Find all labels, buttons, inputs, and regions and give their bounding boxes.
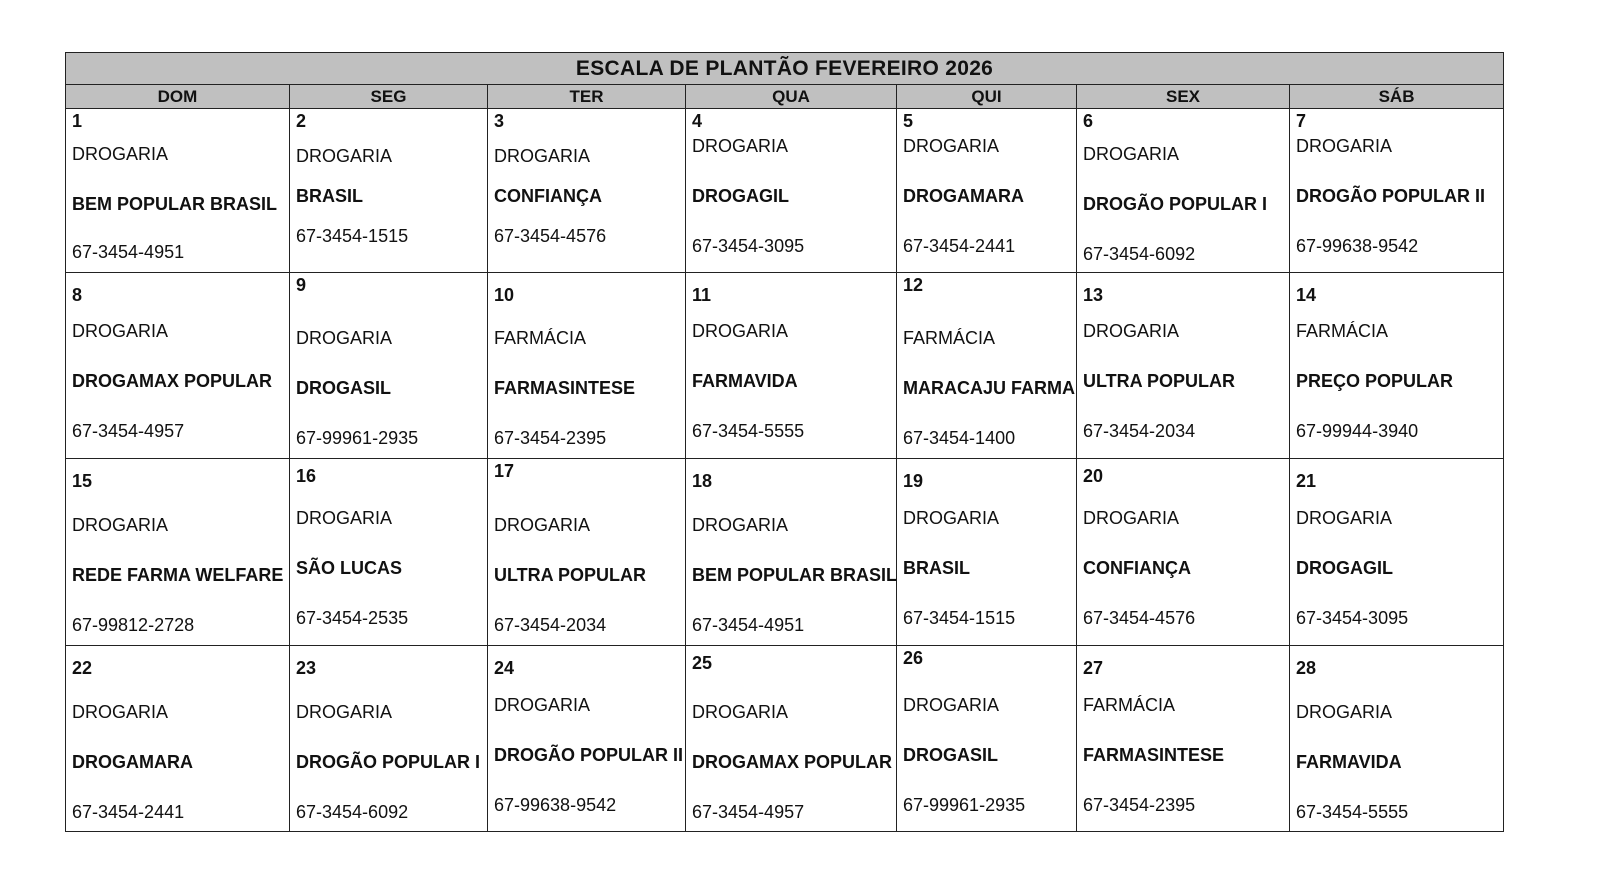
day-number: 3 [494,111,505,131]
pharmacy-name: SÃO LUCAS [296,558,403,578]
pharmacy-phone: 67-3454-4576 [494,226,607,246]
day-cell-content [692,459,898,645]
pharmacy-phone: 67-99638-9542 [494,795,617,815]
weekday-header: TER [488,85,686,109]
day-number: 12 [903,275,924,295]
pharmacy-name: MARACAJU FARMA [903,378,1075,398]
pharmacy-name: PREÇO POPULAR [1296,371,1454,391]
day-cell-content [1296,459,1499,645]
pharmacy-type: DROGARIA [903,508,1000,528]
day-cell-content [903,109,1072,272]
calendar-day-cell [686,459,897,646]
calendar-day-cell [290,459,488,646]
pharmacy-name: REDE FARMA WELFARE [72,565,284,585]
pharmacy-phone: 67-99638-9542 [1296,236,1419,256]
day-number: 15 [72,471,93,491]
pharmacy-type: DROGARIA [692,702,789,722]
weekday-header: SEG [290,85,488,109]
day-number: 21 [1296,471,1317,491]
weekday-header: QUI [897,85,1077,109]
day-number: 18 [692,471,713,491]
pharmacy-type: FARMÁCIA [1296,321,1389,341]
pharmacy-phone: 67-3454-4951 [692,615,805,635]
calendar-day-cell [488,459,686,646]
weekday-header: SEX [1077,85,1290,109]
day-cell-content [1083,459,1285,645]
calendar-day-cell [897,459,1077,646]
day-cell-content [903,459,1072,645]
pharmacy-type: DROGARIA [72,144,169,164]
pharmacy-name: DROGAMARA [903,186,1024,206]
pharmacy-phone: 67-3454-3095 [692,236,805,256]
day-number: 27 [1083,658,1104,678]
day-cell-content [1296,109,1499,272]
day-cell-content [72,459,285,645]
day-cell-content [1083,273,1285,458]
pharmacy-phone: 67-3454-1515 [296,226,409,246]
calendar-day-cell [1077,646,1290,832]
pharmacy-name: BEM POPULAR BRASIL [692,565,898,585]
day-cell-content [692,273,892,458]
pharmacy-phone: 67-3454-3095 [1296,608,1409,628]
pharmacy-phone: 67-99812-2728 [72,615,195,635]
pharmacy-phone: 67-3454-6092 [1083,244,1196,264]
day-cell-content [494,273,681,458]
pharmacy-type: DROGARIA [1296,702,1393,722]
pharmacy-phone: 67-3454-4957 [72,421,185,441]
pharmacy-phone: 67-3454-2034 [494,615,607,635]
pharmacy-name: DROGAMAX POPULAR [692,752,893,772]
title-row [66,53,1504,85]
pharmacy-type: DROGARIA [903,695,1000,715]
pharmacy-phone: 67-3454-4951 [72,242,185,262]
calendar-day-cell [686,109,897,273]
pharmacy-name: DROGASIL [903,745,999,765]
calendar-day-cell [290,646,488,832]
pharmacy-type: DROGARIA [72,321,169,341]
calendar-day-cell [686,646,897,832]
pharmacy-type: FARMÁCIA [494,328,587,348]
pharmacy-phone: 67-3454-1515 [903,608,1016,628]
pharmacy-type: DROGARIA [296,146,393,166]
pharmacy-type: DROGARIA [692,321,789,341]
day-number: 25 [692,653,713,673]
pharmacy-phone: 67-99944-3940 [1296,421,1419,441]
pharmacy-phone: 67-3454-2034 [1083,421,1196,441]
pharmacy-phone: 67-3454-5555 [692,421,805,441]
day-cell-content [692,109,892,272]
week-row [66,109,1504,273]
day-cell-content [296,273,483,458]
calendar-day-cell [66,646,290,832]
day-number: 1 [72,111,83,131]
day-number: 20 [1083,466,1104,486]
pharmacy-type: DROGARIA [692,136,789,156]
calendar-day-cell [1077,459,1290,646]
pharmacy-type: DROGARIA [692,515,789,535]
calendar-day-cell [488,109,686,273]
calendar-day-cell [1077,109,1290,273]
duty-schedule-sheet [65,52,1503,832]
pharmacy-phone: 67-3454-5555 [1296,802,1409,822]
pharmacy-name: CONFIANÇA [1083,558,1191,578]
day-cell-content [72,646,285,831]
pharmacy-name: DROGAGIL [692,186,789,206]
day-cell-content [1296,273,1499,458]
pharmacy-name: CONFIANÇA [494,186,602,206]
week-row [66,646,1504,832]
day-cell-content [903,273,1075,458]
weekday-header-row [66,85,1504,109]
day-cell-content [296,109,483,272]
calendar-day-cell [686,273,897,459]
day-number: 23 [296,658,317,678]
calendar-day-cell [290,273,488,459]
day-number: 22 [72,658,93,678]
calendar-day-cell [1290,459,1504,646]
pharmacy-type: FARMÁCIA [1083,695,1176,715]
pharmacy-type: DROGARIA [1296,136,1393,156]
pharmacy-type: DROGARIA [494,515,591,535]
pharmacy-name: BEM POPULAR BRASIL [72,194,278,214]
pharmacy-name: DROGÃO POPULAR I [1083,194,1268,214]
day-cell-content [296,459,483,645]
pharmacy-phone: 67-99961-2935 [296,428,419,448]
pharmacy-type: DROGARIA [296,508,393,528]
pharmacy-name: DROGAMAX POPULAR [72,371,273,391]
calendar-day-cell [66,459,290,646]
pharmacy-name: BRASIL [296,186,363,206]
calendar-day-cell [290,109,488,273]
pharmacy-name: FARMAVIDA [1296,752,1402,772]
weekday-header: DOM [66,85,290,109]
calendar-day-cell [897,273,1077,459]
schedule-title: ESCALA DE PLANTÃO FEVEREIRO 2026 [66,53,1504,85]
pharmacy-name: ULTRA POPULAR [1083,371,1235,391]
calendar-day-cell [66,273,290,459]
day-number: 13 [1083,285,1104,305]
day-number: 26 [903,648,924,668]
pharmacy-type: DROGARIA [296,328,393,348]
pharmacy-phone: 67-3454-4576 [1083,608,1196,628]
day-cell-content [1083,109,1285,272]
day-cell-content [72,109,285,272]
day-cell-content [494,646,684,831]
day-cell-content [494,109,681,272]
calendar-day-cell [1290,273,1504,459]
day-number: 24 [494,658,515,678]
day-number: 6 [1083,111,1094,131]
pharmacy-phone: 67-3454-1400 [903,428,1016,448]
pharmacy-phone: 67-99961-2935 [903,795,1026,815]
week-row [66,459,1504,646]
calendar-day-cell [66,109,290,273]
day-number: 28 [1296,658,1317,678]
day-cell-content [1296,646,1499,831]
pharmacy-name: DROGÃO POPULAR I [296,752,481,772]
day-number: 10 [494,285,515,305]
pharmacy-name: DROGASIL [296,378,392,398]
pharmacy-type: DROGARIA [1083,321,1180,341]
calendar-day-cell [1290,646,1504,832]
pharmacy-phone: 67-3454-2395 [494,428,607,448]
calendar-day-cell [488,646,686,832]
day-number: 4 [692,111,703,131]
week-row [66,273,1504,459]
day-number: 7 [1296,111,1307,131]
pharmacy-type: DROGARIA [1083,508,1180,528]
pharmacy-phone: 67-3454-2441 [903,236,1016,256]
calendar-day-cell [1077,273,1290,459]
day-number: 17 [494,461,515,481]
day-number: 5 [903,111,914,131]
day-cell-content [692,646,892,831]
pharmacy-phone: 67-3454-2535 [296,608,409,628]
pharmacy-name: DROGAGIL [1296,558,1393,578]
pharmacy-name: FARMAVIDA [692,371,798,391]
pharmacy-name: DROGÃO POPULAR II [494,745,684,765]
day-number: 19 [903,471,924,491]
pharmacy-type: DROGARIA [494,146,591,166]
calendar-day-cell [897,109,1077,273]
pharmacy-phone: 67-3454-4957 [692,802,805,822]
calendar-day-cell [897,646,1077,832]
pharmacy-phone: 67-3454-2441 [72,802,185,822]
pharmacy-name: FARMASINTESE [494,378,636,398]
pharmacy-name: DROGAMARA [72,752,193,772]
day-number: 14 [1296,285,1317,305]
day-cell-content [903,646,1072,831]
pharmacy-type: DROGARIA [72,515,169,535]
pharmacy-name: ULTRA POPULAR [494,565,646,585]
calendar-day-cell [1290,109,1504,273]
calendar-day-cell [488,273,686,459]
pharmacy-phone: 67-3454-2395 [1083,795,1196,815]
pharmacy-name: BRASIL [903,558,970,578]
day-number: 9 [296,275,307,295]
pharmacy-name: DROGÃO POPULAR II [1296,186,1486,206]
day-number: 8 [72,285,83,305]
pharmacy-type: DROGARIA [903,136,1000,156]
day-cell-content [296,646,483,831]
schedule-table [65,52,1504,832]
weekday-header: QUA [686,85,897,109]
pharmacy-name: FARMASINTESE [1083,745,1225,765]
pharmacy-type: DROGARIA [1083,144,1180,164]
pharmacy-type: DROGARIA [494,695,591,715]
day-cell-content [72,273,285,458]
day-number: 11 [692,285,712,305]
pharmacy-type: DROGARIA [72,702,169,722]
weekday-header: SÁB [1290,85,1504,109]
pharmacy-type: DROGARIA [296,702,393,722]
pharmacy-type: DROGARIA [1296,508,1393,528]
day-cell-content [494,459,681,645]
day-number: 16 [296,466,317,486]
day-cell-content [1083,646,1285,831]
day-number: 2 [296,111,307,131]
pharmacy-phone: 67-3454-6092 [296,802,409,822]
pharmacy-type: FARMÁCIA [903,328,996,348]
